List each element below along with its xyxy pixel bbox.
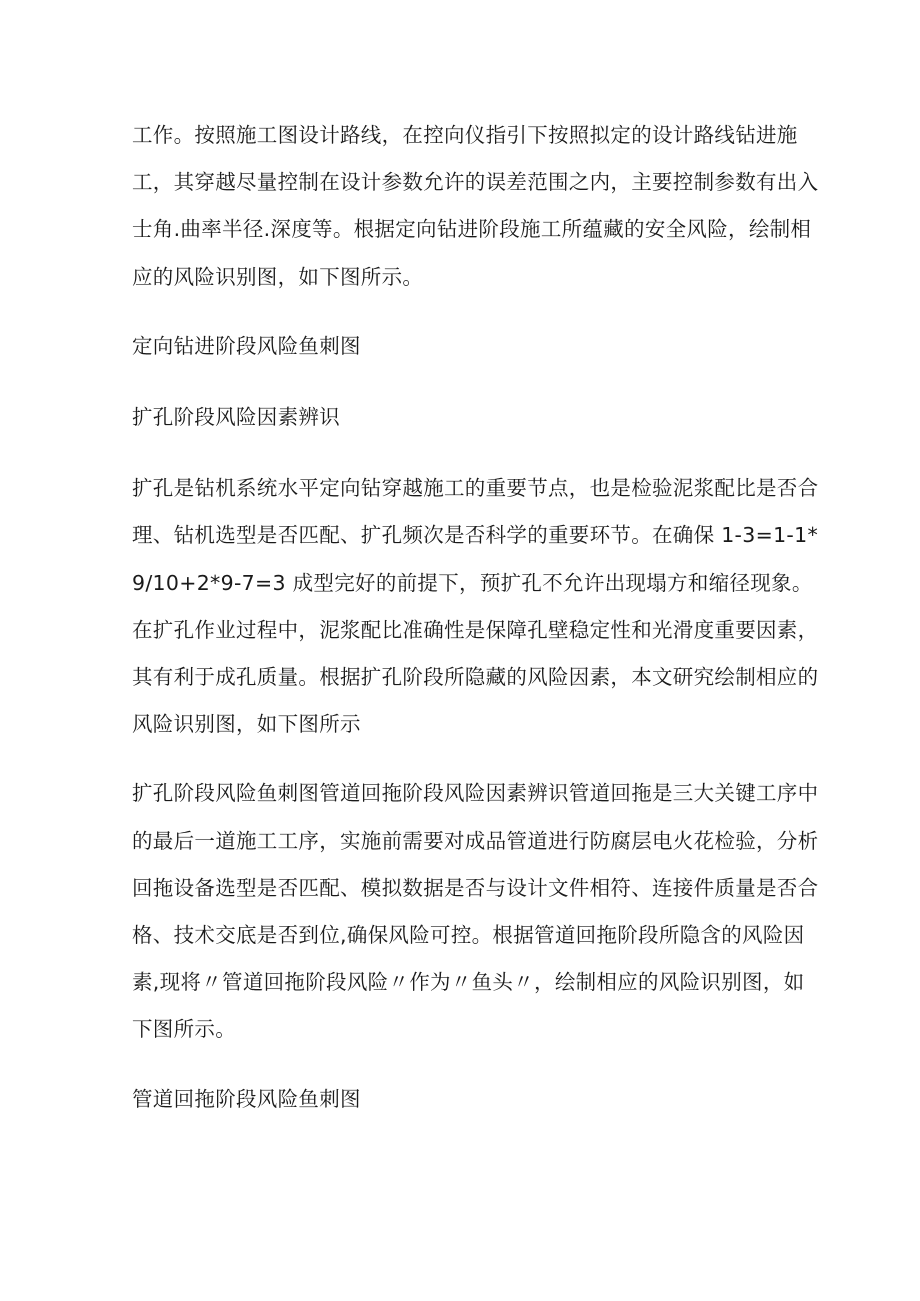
caption-pipe-pullback-fishbone: 管道回拖阶段风险鱼刺图 bbox=[132, 1086, 361, 1111]
paragraph-pipe-pullback: 扩孔阶段风险鱼刺图管道回拖阶段风险因素辨识管道回拖是三大关键工序中的最后一道施工工序，实施前需要对成品管道进行防腐层电火花检验，分析回拖设备选型是否匹配、模拟数据是否与设计文件相符、连接件质量是否合格、技术交底是否到位,确保风险可控。根据管道回拖阶段所隐含的风险因素,现将〃管道回拖阶段风险〃作为〃鱼头〃，绘制相应的风险识别图，如下图所示。 bbox=[132, 781, 819, 1042]
paragraph-reaming: 扩孔是钻机系统水平定向钻穿越施工的重要节点，也是检验泥浆配比是否合理、钻机选型是否匹配、扩孔频次是否科学的重要环节。在确保 1-3=1-1*9/10+2*9-7=3 成型完好的前提下，预扩孔不允许出现塌方和缩径现象。在扩孔作业过程中，泥浆配比准确性是保障孔壁稳定性和光滑度重要因素，其有利于成孔质量。根据扩孔阶段所隐藏的风险因素，本文研究绘制相应的风险识别图，如下图所示 bbox=[132, 476, 819, 737]
paragraph-directional-drilling: 工作。按照施工图设计路线，在控向仪指引下按照拟定的设计路线钻进施工，其穿越尽量控制在设计参数允许的误差范围之内，主要控制参数有出入士角.曲率半径.深度等。根据定向钻进阶段施工所蕴藏的安全风险，绘制相应的风险识别图，如下图所示。 bbox=[132, 123, 819, 289]
caption-directional-drilling-fishbone: 定向钻进阶段风险鱼刺图 bbox=[132, 333, 361, 358]
heading-reaming-risk-identification: 扩孔阶段风险因素辨识 bbox=[132, 405, 340, 430]
document-page bbox=[132, 112, 822, 1147]
